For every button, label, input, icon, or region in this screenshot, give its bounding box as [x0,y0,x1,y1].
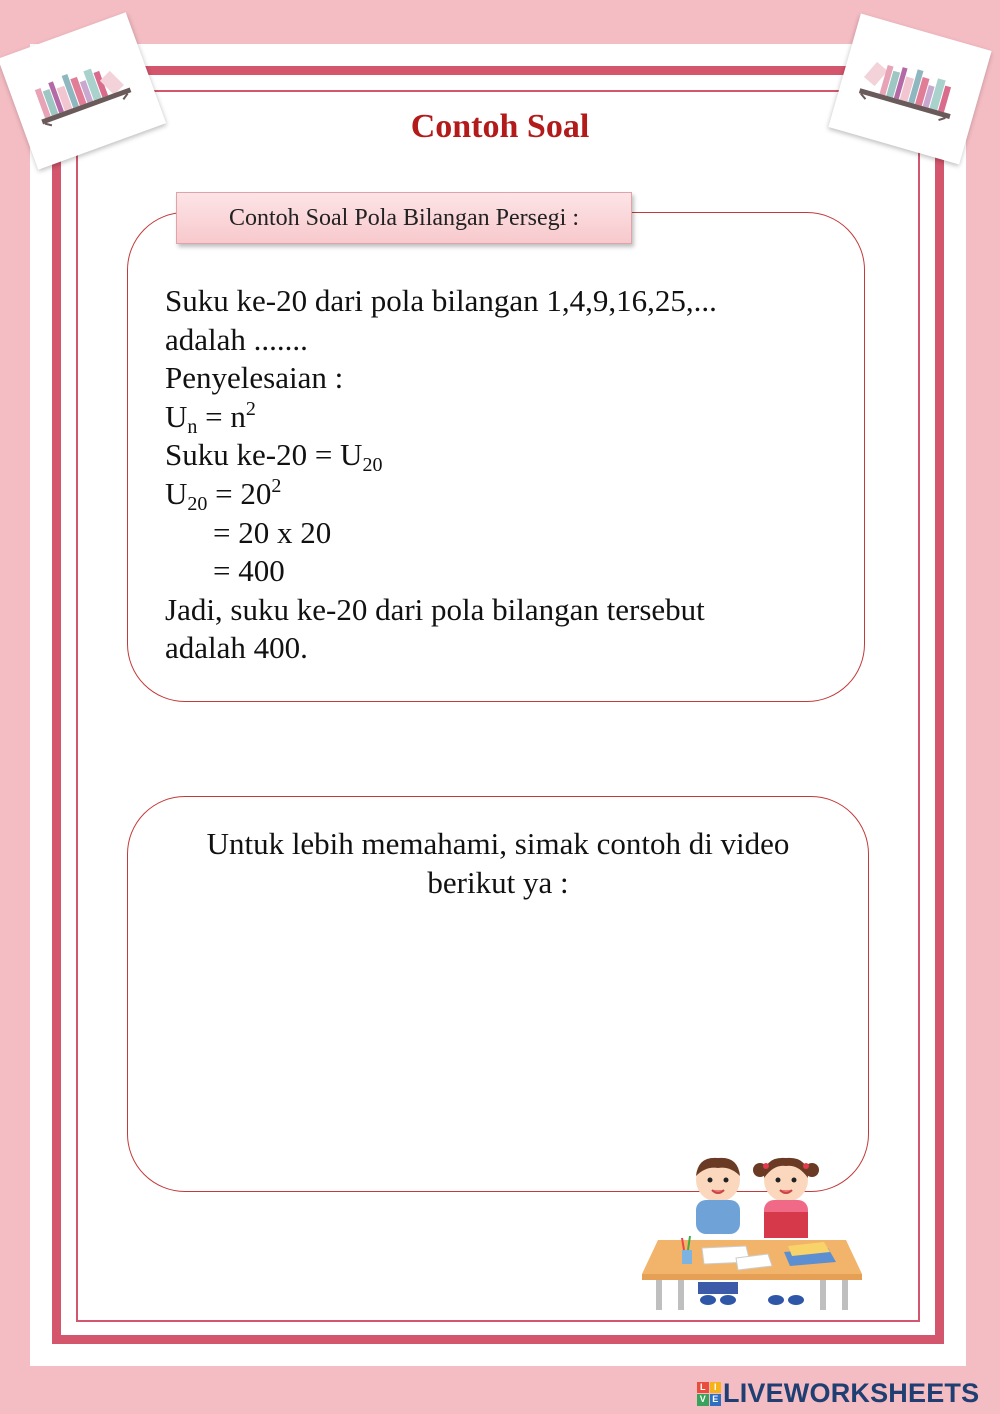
tabletop-icon [642,1236,862,1280]
step-result-line: = 400 [213,553,285,589]
step-multiply-line: = 20 x 20 [213,514,332,550]
brand-logo-icon: L I V E [697,1382,721,1406]
step-term-line: Suku $ke-20 = U_{20}$ [165,437,383,477]
video-prompt-line: Untuk lebih memahami, simak contoh di video [206,826,790,861]
step-square-line: $U_{20} = 20^2$ [165,474,282,515]
question-line: adalah ....... [165,321,308,357]
conclusion-line: adalah 400. [165,630,308,666]
brand-watermark [697,1378,979,1409]
students-illustration [638,1154,866,1314]
boy-icon [696,1158,740,1305]
video-prompt [160,824,836,902]
video-prompt-line: berikut ya : [427,865,569,900]
girl-icon [753,1158,819,1305]
page-title: Contoh Soal [410,108,590,145]
brand-name: LIVEWORKSHEETS [723,1378,980,1408]
conclusion-line: Jadi, suku ke-20 dari pola bilangan tersebut [165,591,705,627]
example-solution [165,282,845,668]
formula-line: $U_n = n^2$ [165,397,256,438]
solution-heading: Penyelesaian : [165,360,344,396]
example-label: Contoh Soal Pola Bilangan Persegi : [176,192,632,244]
question-line: Suku ke-20 dari pola bilangan 1,4,9,16,25,... [165,283,717,318]
